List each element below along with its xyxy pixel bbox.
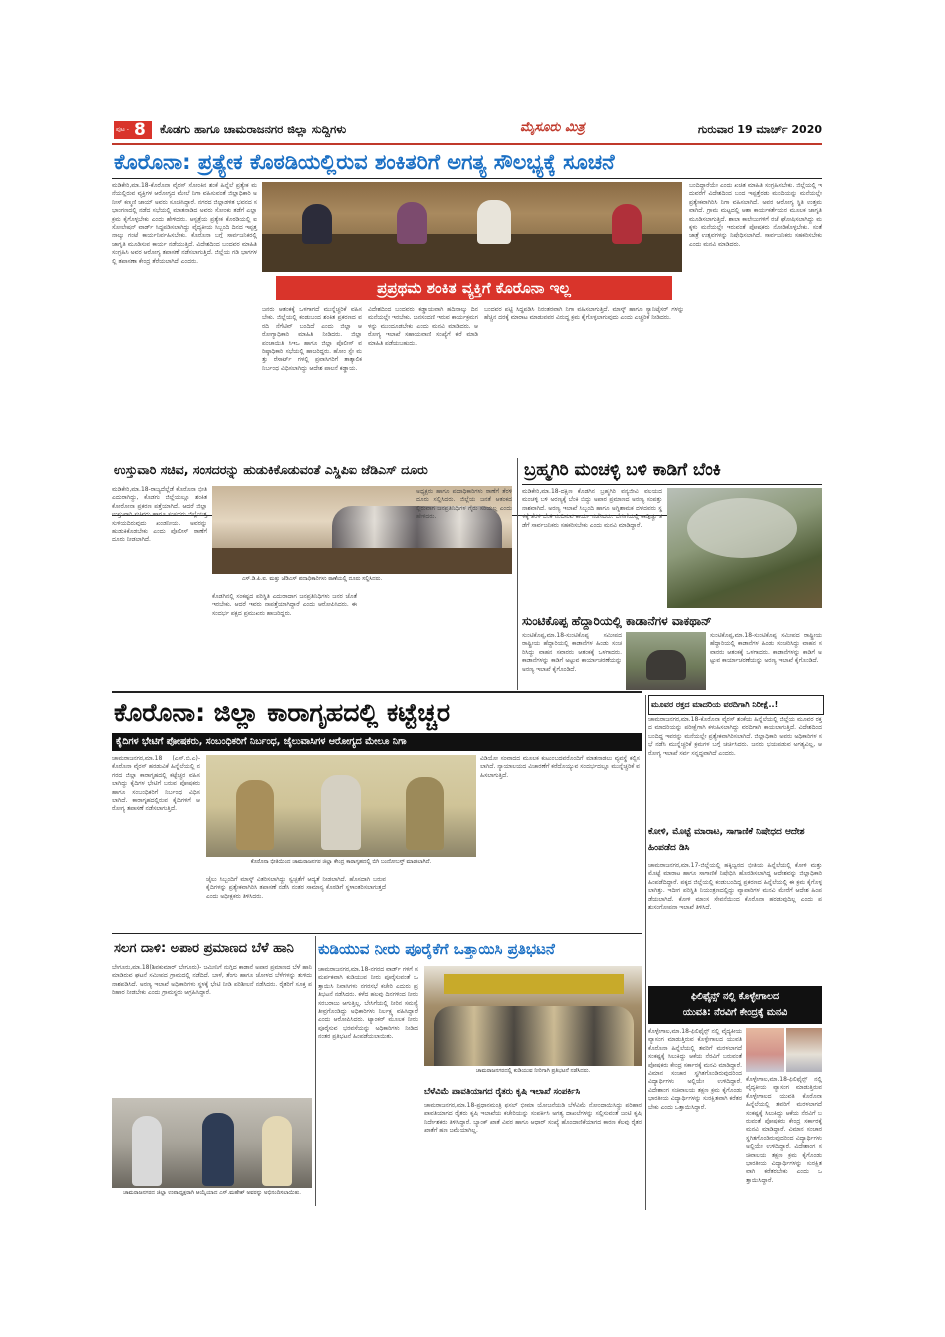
story8-headline-1: ಫಿಲಿಫೈನ್ಸ್ ನಲ್ಲಿ ಕೊಳ್ಳೇಗಾಲದ: [690, 991, 780, 1002]
story4-body: ಸುಂಟಿಕೊಪ್ಪ,ಮಾ.18-ಸುಂಟಿಕೊಪ್ಪ ಸಮೀಪದ ರಾಷ್ಟ್ರೀಯ ಹೆದ್ದಾರಿಯಲ್ಲಿ ಕಾಡಾನೆಗಳ ಹಿಂಡು ಸಂಚರಿಸಿದ್ದು ವಾಹನ ಸವಾರರು ಆತಂಕಕ್ಕೆ ಒಳಗಾದರು. ಕಾಡಾನೆಗಳನ್ನು ಕಾಡಿಗೆ ಅಟ್ಟುವ ಕಾರ್ಯಾಚರಣೆಯನ್ನು ಅರಣ್ಯ ಇಲಾಖೆ ಕೈಗೊಂಡಿದೆ.: [522, 632, 622, 673]
story10-caption: ಚಾಮರಾಜನಗರದಲ್ಲಿ ಕುಡಿಯುವ ನೀರಿಗಾಗಿ ಪ್ರತಿಭಟನೆ ನಡೆಸಿದರು.: [475, 1068, 591, 1074]
story9-top-rule: [112, 933, 642, 934]
story2-body-left: ಮಡಿಕೇರಿ,ಮಾ.18-ರಾಜ್ಯದೆಲ್ಲೆಡೆ ಕೊರೊನಾ ಭೀತಿ ಎದುರಾಗಿದ್ದು, ಕೊಡಗು ಜಿಲ್ಲೆಯಲ್ಲೂ ಶಂಕಿತ ಕೋರೋನಾ ಪ್ರಕರಣ ಪತ್ತೆಯಾಗಿದೆ. ಆದರೆ ಜಿಲ್ಲಾ ಉಸ್ತುವಾರಿ ಸಚಿವರು ಹಾಗೂ ಸಂಸದರು ಜಿಲ್ಲೆಯತ್ತ ಸುಳಿಯದಿರುವುದು ಖಂಡನೀಯ. ಅವರನ್ನು ಹುಡುಕಿಕೊಡಬೇಕು ಎಂದು ಪೊಲೀಸ್ ಠಾಣೆಗೆ ದೂರು ನೀಡಲಾಗಿದೆ.: [112, 486, 207, 544]
elephant-photo: [626, 632, 706, 690]
page-number: 8: [134, 120, 146, 140]
newspaper-page: [112, 118, 822, 1218]
story5-headline: ಕೊರೊನಾ: ಜಿಲ್ಲಾ ಕಾರಾಗೃಹದಲ್ಲಿ ಕಟ್ಟೆಚ್ಚರ: [114, 698, 451, 727]
col-rule-2: [517, 458, 518, 690]
story9-body: ಬೇಗೂರು,ಮಾ.18(ಶಿವಕುಮಾರ್ ಬೇಗೂರು)- ಜಮೀನಿಗೆ ನುಗ್ಗಿದ ಕಾಡಾನೆ ಅಪಾರ ಪ್ರಮಾಣದ ಬೆಳೆ ಹಾನಿ ಮಾಡಿರುವ ಘಟನೆ ಸಮೀಪದ ಗ್ರಾಮದಲ್ಲಿ ನಡೆದಿದೆ. ಬಾಳೆ, ತೆಂಗು ಹಾಗೂ ಜೋಳದ ಬೆಳೆಗಳನ್ನು ತುಳಿದು ನಾಶಪಡಿಸಿದೆ. ಅರಣ್ಯ ಇಲಾಖೆ ಅಧಿಕಾರಿಗಳು ಸ್ಥಳಕ್ಕೆ ಭೇಟಿ ನೀಡಿ ಪರಿಶೀಲನೆ ನಡೆಸಿದರು. ರೈತರಿಗೆ ಸೂಕ್ತ ಪರಿಹಾರ ನೀಡಬೇಕು ಎಂದು ಗ್ರಾಮಸ್ಥರು ಆಗ್ರಹಿಸಿದ್ದಾರೆ.: [112, 964, 312, 997]
lead-subhead-box: [276, 276, 672, 300]
photo-person-1: [302, 204, 332, 244]
story5-body-right: ವಿಡಿಯೋ ಸಂವಾದದ ಮೂಲಕ ಕುಟುಂಬದವರೊಂದಿಗೆ ಮಾತನಾಡಲು ವ್ಯವಸ್ಥೆ ಕಲ್ಪಿಸಲಾಗಿದೆ. ನ್ಯಾಯಾಲಯದ ವಿಚಾರಣೆಗೆ ಕರೆದೊಯ್ಯುವ ಸಂದರ್ಭದಲ್ಲೂ ಮುನ್ನೆಚ್ಚರಿಕೆ ವಹಿಸಲಾಗುತ್ತಿದೆ.: [480, 755, 640, 779]
story3-body: ಮಡಿಕೇರಿ,ಮಾ.18-ದಕ್ಷಿಣ ಕೊಡಗಿನ ಬ್ರಹ್ಮಗಿರಿ ವನ್ಯಜೀವಿ ವಲಯದ ಮಂಚಳ್ಳಿ ಬಳಿ ಅರಣ್ಯಕ್ಕೆ ಬೆಂಕಿ ಬಿದ್ದು ಅಪಾರ ಪ್ರಮಾಣದ ಅರಣ್ಯ ಸಂಪತ್ತು ನಾಶವಾಗಿದೆ. ಅರಣ್ಯ ಇಲಾಖೆ ಸಿಬ್ಬಂದಿ ಹಾಗೂ ಅಗ್ನಿಶಾಮಕ ದಳದವರು ಸ್ಥಳಕ್ಕೆ ತೆರಳಿ ಬೆಂಕಿ ನಂದಿಸುವ ಕಾರ್ಯ ನಡೆಸಿದರು. ಬೇಸಿಗೆಯಲ್ಲಿ ಕಾಡ್ಗಿಚ್ಚು ತಡೆಗೆ ಸಾರ್ವಜನಿಕರು ಸಹಕರಿಸಬೇಕು ಎಂದು ಮನವಿ ಮಾಡಿದ್ದಾರೆ.: [522, 488, 662, 529]
story8-headline-box: [648, 986, 822, 1024]
col-rule-3: [315, 936, 316, 1206]
story8-portrait-2: [786, 1028, 822, 1072]
lead-col-right: ಬಂದಿದ್ದಾರೆಯೇ ಎಂದು ಖಚಿತ ಮಾಹಿತಿ ಸಂಗ್ರಹಿಸಬೇಕು. ಜಿಲ್ಲೆಯಲ್ಲಿ ಇದುವರೆಗೆ ವಿದೇಶದಿಂದ ಬಂದ ಇಪ್ಪತ್ತೆರಡು ಮಂದಿಯನ್ನು ಮನೆಯಲ್ಲೇ ಪ್ರತ್ಯೇಕವಾಗಿರಿಸಿ ನಿಗಾ ವಹಿಸಲಾಗಿದೆ. ಅವರ ಆರೋಗ್ಯ ಸ್ಥಿತಿ ಉತ್ತಮವಾಗಿದೆ. ಗ್ರಾಮ ಮಟ್ಟದಲ್ಲಿ ಆಶಾ ಕಾರ್ಯಕರ್ತೆಯರ ಮೂಲಕ ಜಾಗೃತಿ ಮೂಡಿಸಲಾಗುತ್ತಿದೆ. ಶಾಲಾ ಕಾಲೇಜುಗಳಿಗೆ ರಜೆ ಘೋಷಿಸಲಾಗಿದ್ದು ಮಕ್ಕಳು ಮನೆಯಲ್ಲೇ ಇರುವಂತೆ ಪೋಷಕರು ನೋಡಿಕೊಳ್ಳಬೇಕು. ಸಂತೆ ಜಾತ್ರೆ ಉತ್ಸವಗಳನ್ನು ನಿಷೇಧಿಸಲಾಗಿದೆ. ಸಾರ್ವಜನಿಕರು ಸಹಕರಿಸಬೇಕು ಎಂದು ಮನವಿ ಮಾಡಿದರು.: [689, 182, 822, 248]
story9-headline: ಸಲಗ ದಾಳಿ: ಅಪಾರ ಪ್ರಮಾಣದ ಬೆಳೆ ಹಾನಿ: [114, 941, 294, 956]
story4-body-cont: ಸುಂಟಿಕೊಪ್ಪ,ಮಾ.18-ಸುಂಟಿಕೊಪ್ಪ ಸಮೀಪದ ರಾಷ್ಟ್ರೀಯ ಹೆದ್ದಾರಿಯಲ್ಲಿ ಕಾಡಾನೆಗಳ ಹಿಂಡು ಸಂಚರಿಸಿದ್ದು ವಾಹನ ಸವಾರರು ಆತಂಕಕ್ಕೆ ಒಳಗಾದರು. ಕಾಡಾನೆಗಳನ್ನು ಕಾಡಿಗೆ ಅಟ್ಟುವ ಕಾರ್ಯಾಚರಣೆಯನ್ನು ಅರಣ್ಯ ಇಲಾಖೆ ಕೈಗೊಂಡಿದೆ.: [710, 632, 822, 665]
page-number-badge: [114, 121, 152, 139]
story5-subhead-box: [112, 733, 642, 751]
story5-body-left: ಚಾಮರಾಜನಗರ,ಮಾ.18 (ಎಸ್.ಬಿ.ಎ)- ಕೊರೊನಾ ವೈರಸ್ ಹರಡುವಿಕೆ ಹಿನ್ನೆಲೆಯಲ್ಲಿ ನಗರದ ಜಿಲ್ಲಾ ಕಾರಾಗೃಹದಲ್ಲಿ ಕಟ್ಟೆಚ್ಚರ ವಹಿಸಲಾಗಿದ್ದು ಕೈದಿಗಳ ಭೇಟಿಗೆ ಬರುವ ಪೋಷಕರು ಹಾಗೂ ಸಂಬಂಧಿಕರಿಗೆ ನಿರ್ಬಂಧ ವಿಧಿಸಲಾಗಿದೆ. ಕಾರಾಗೃಹದಲ್ಲಿರುವ ಕೈದಿಗಳಿಗೆ ಆರೋಗ್ಯ ತಪಾಸಣೆ ನಡೆಸಲಾಗುತ್ತಿದೆ.: [112, 755, 200, 813]
story11-headline: ಬೆಳೆವಿಮೆ ಪಾವತಿಯಾಗದ ರೈತರು ಕೃಷಿ ಇಲಾಖೆ ಸಂಪರ್ಕಿಸಿ: [424, 1087, 581, 1097]
lead-col-2: ಜನರು ಆತಂಕಕ್ಕೆ ಒಳಗಾಗದೆ ಮುನ್ನೆಚ್ಚರಿಕೆ ವಹಿಸಬೇಕು. ಜಿಲ್ಲೆಯಲ್ಲಿ ಕಂಡುಬಂದ ಶಂಕಿತ ಪ್ರಕರಣದ ವರದಿ ನೆಗೆಟಿವ್ ಬಂದಿದೆ ಎಂದು ಜಿಲ್ಲಾ ಆರೋಗ್ಯಾಧಿಕಾರಿ ಮಾಹಿತಿ ನೀಡಿದರು. ಜಿಲ್ಲಾ ಪಂಚಾಯಿತಿ ಸಿಇಒ ಹಾಗೂ ಜಿಲ್ಲಾ ಪೊಲೀಸ್ ವರಿಷ್ಠಾಧಿಕಾರಿ ಸಭೆಯಲ್ಲಿ ಹಾಜರಿದ್ದರು. ಹೋಂ ಸ್ಟೇ ಮತ್ತು ರೆಸಾರ್ಟ್ ಗಳಲ್ಲಿ ಪ್ರವಾಸಿಗರಿಗೆ ತಾತ್ಕಾಲಿಕ ನಿರ್ಬಂಧ ವಿಧಿಸಲಾಗಿದ್ದು ಆದೇಶ ಪಾಲನೆ ಕಡ್ಡಾಯ.: [262, 306, 362, 372]
smoke-shape: [687, 498, 797, 558]
protest-crowd: [434, 1006, 634, 1066]
photo-person-2: [397, 202, 427, 244]
story10-headline: ಕುಡಿಯುವ ನೀರು ಪೂರೈಕೆಗೆ ಒತ್ತಾಯಿಸಿ ಪ್ರತಿಭಟನೆ: [318, 940, 555, 958]
photo-person-4: [612, 204, 642, 244]
story8-body: ಕೊಳ್ಳೇಗಾಲ,ಮಾ.18-ಫಿಲಿಫೈನ್ಸ್ ನಲ್ಲಿ ವೈದ್ಯಕೀಯ ವ್ಯಾಸಂಗ ಮಾಡುತ್ತಿರುವ ಕೊಳ್ಳೇಗಾಲದ ಯುವತಿ ಕೊರೊನಾ ಹಿನ್ನೆಲೆಯಲ್ಲಿ ತವರಿಗೆ ಮರಳಲಾಗದೆ ಸಂಕಷ್ಟಕ್ಕೆ ಸಿಲುಕಿದ್ದು ಆಕೆಯ ನೆರವಿಗೆ ಬರುವಂತೆ ಪೋಷಕರು ಕೇಂದ್ರ ಸರ್ಕಾರಕ್ಕೆ ಮನವಿ ಮಾಡಿದ್ದಾರೆ. ವಿಮಾನ ಸಂಚಾರ ಸ್ಥಗಿತಗೊಂಡಿರುವುದರಿಂದ ವಿದ್ಯಾರ್ಥಿಗಳು ಅಲ್ಲಿಯೇ ಉಳಿದಿದ್ದಾರೆ. ವಿದೇಶಾಂಗ ಸಚಿವಾಲಯ ತಕ್ಷಣ ಕ್ರಮ ಕೈಗೊಂಡು ಭಾರತೀಯ ವಿದ್ಯಾರ್ಥಿಗಳನ್ನು ಸುರಕ್ಷಿತವಾಗಿ ಕರೆತರಬೇಕು ಎಂದು ಒತ್ತಾಯಿಸಿದ್ದಾರೆ.: [648, 1028, 742, 1111]
story8-body-cont: ಕೊಳ್ಳೇಗಾಲ,ಮಾ.18-ಫಿಲಿಫೈನ್ಸ್ ನಲ್ಲಿ ವೈದ್ಯಕೀಯ ವ್ಯಾಸಂಗ ಮಾಡುತ್ತಿರುವ ಕೊಳ್ಳೇಗಾಲದ ಯುವತಿ ಕೊರೊನಾ ಹಿನ್ನೆಲೆಯಲ್ಲಿ ತವರಿಗೆ ಮರಳಲಾಗದೆ ಸಂಕಷ್ಟಕ್ಕೆ ಸಿಲುಕಿದ್ದು ಆಕೆಯ ನೆರವಿಗೆ ಬರುವಂತೆ ಪೋಷಕರು ಕೇಂದ್ರ ಸರ್ಕಾರಕ್ಕೆ ಮನವಿ ಮಾಡಿದ್ದಾರೆ. ವಿಮಾನ ಸಂಚಾರ ಸ್ಥಗಿತಗೊಂಡಿರುವುದರಿಂದ ವಿದ್ಯಾರ್ಥಿಗಳು ಅಲ್ಲಿಯೇ ಉಳಿದಿದ್ದಾರೆ. ವಿದೇಶಾಂಗ ಸಚಿವಾಲಯ ತಕ್ಷಣ ಕ್ರಮ ಕೈಗೊಂಡು ಭಾರತೀಯ ವಿದ್ಯಾರ್ಥಿಗಳನ್ನು ಸುರಕ್ಷಿತವಾಗಿ ಕರೆತರಬೇಕು ಎಂದು ಒತ್ತಾಯಿಸಿದ್ದಾರೆ.: [746, 1076, 822, 1184]
masthead-rule: [112, 143, 822, 145]
felicitation-person-2: [202, 1113, 234, 1186]
jail-officer-2: [321, 775, 361, 850]
story5-subhead: ಕೈದಿಗಳ ಭೇಟಿಗೆ ಪೋಷಕರು, ಸಂಬಂಧಿಕರಿಗೆ ನಿರ್ಬಂಧ, ಜೈಲುವಾಸಿಗಳ ಆರೋಗ್ಯದ ಮೇಲೂ ನಿಗಾ: [116, 736, 407, 747]
lead-headline: ಕೊರೊನಾ: ಪ್ರತ್ಯೇಕ ಕೊಠಡಿಯಲ್ಲಿರುವ ಶಂಕಿತರಿಗೆ ಅಗತ್ಯ ಸೌಲಭ್ಯಕ್ಕೆ ಸೂಚನೆ: [114, 150, 615, 174]
story5-caption: ಕೊರೊನಾ ಭೀತಿಯಿಂದ ಚಾಮರಾಜನಗರ ಜಿಲ್ಲಾ ಕೇಂದ್ರ ಕಾರಾಗೃಹದಲ್ಲಿ ಬಿಗಿ ಬಂದೋಬಸ್ತ್ ಮಾಡಲಾಗಿದೆ.: [250, 859, 432, 865]
paper-logo: ಮೈಸೂರು ಮಿತ್ರ: [520, 120, 585, 135]
story2-headline: ಉಸ್ತುವಾರಿ ಸಚಿವ, ಸಂಸದರನ್ನು ಹುಡುಕಿಕೊಡುವಂತೆ ಎಸ್ಡಿಪಿಐ ಜೆಡಿಎಸ್ ದೂರು: [114, 458, 514, 482]
forest-fire-photo: [667, 488, 822, 608]
story6-box: [648, 695, 824, 715]
masthead: [112, 118, 822, 142]
jail-officer-1: [236, 780, 274, 850]
story9-caption: ಚಾಮರಾಜನಗರದ ಜಿಲ್ಲಾ ಉಪಾಧ್ಯಕ್ಷರಾಗಿ ಆಯ್ಕೆಯಾದ ಎಸ್.ಮಹೇಶ್ ಅವರನ್ನು ಅಭಿನಂದಿಸಲಾಯಿತು.: [122, 1190, 302, 1196]
jail-photo: [206, 755, 476, 857]
story2-body-mid: ಕೊಡಗಿನಲ್ಲಿ ಸಂಕಷ್ಟದ ಪರಿಸ್ಥಿತಿ ಎದುರಾದಾಗ ಜನಪ್ರತಿನಿಧಿಗಳು ಜನರ ಜೊತೆ ಇರಬೇಕು. ಆದರೆ ಇವರು ನಾಪತ್ತೆಯಾಗಿದ್ದಾರೆ ಎಂದು ಆರೋಪಿಸಿದರು. ಈ ಸಂದರ್ಭ ಪಕ್ಷದ ಪ್ರಮುಖರು ಹಾಜರಿದ್ದರು.: [212, 593, 357, 617]
story4-headline: ಸುಂಟಿಕೊಪ್ಪ ಹೆದ್ದಾರಿಯಲ್ಲಿ ಕಾಡಾನೆಗಳ ವಾಕಥಾನ್: [522, 614, 712, 628]
story3-headline-box: [522, 456, 822, 485]
jail-officer-3: [406, 777, 444, 850]
story7-headline: ಕೋಳಿ, ಮೊಟ್ಟೆ ಮಾರಾಟ, ಸಾಗಾಣಿಕೆ ನಿಷೇಧದ ಆದೇಶ ಹಿಂಪಡೆದ ಡಿಸಿ: [648, 827, 805, 853]
story8-headline-2: ಯುವತಿ: ನೆರವಿಗೆ ಕೇಂದ್ರಕ್ಕೆ ಮನವಿ: [682, 1007, 788, 1018]
lead-col-1: ಮಡಿಕೇರಿ,ಮಾ.18-ಕೊರೊನಾ ವೈರಸ್ ಸೋಂಕಿನ ಶಂಕೆ ಹಿನ್ನೆಲೆ ಪ್ರತ್ಯೇಕ ಮನೆಯಲ್ಲಿರುವ ವ್ಯಕ್ತಿಗಳ ಆರೋಗ್ಯದ ಮೇಲೆ ನಿಗಾ ವಹಿಸುವಂತೆ ಜಿಲ್ಲಾಧಿಕಾರಿ ಅನೀಸ್ ಕಣ್ಮಣಿ ಜಾಯ್ ಅವರು ಸೂಚಿಸಿದ್ದಾರೆ. ನಗರದ ಜಿಲ್ಲಾಡಳಿತ ಭವನದ ಸಭಾಂಗಣದಲ್ಲಿ ನಡೆದ ಸಭೆಯಲ್ಲಿ ಮಾತನಾಡಿದ ಅವರು ಸೋಂಕು ತಡೆಗೆ ಎಲ್ಲಾ ಕ್ರಮ ಕೈಗೊಳ್ಳಬೇಕು ಎಂದು ಹೇಳಿದರು. ಆಸ್ಪತ್ರೆಯ ಪ್ರತ್ಯೇಕ ಕೊಠಡಿಯಲ್ಲಿ ಐಸೋಲೇಷನ್ ವಾರ್ಡ್ ಸಿದ್ಧಪಡಿಸಲಾಗಿದ್ದು ವೈದ್ಯಕೀಯ ಸಿಬ್ಬಂದಿ ದಿನದ ಇಪ್ಪತ್ತನಾಲ್ಕು ಗಂಟೆ ಕಾರ್ಯನಿರ್ವಹಿಸಬೇಕು. ಕೊರೊನಾ ಬಗ್ಗೆ ಸಾರ್ವಜನಿಕರಲ್ಲಿ ಜಾಗೃತಿ ಮೂಡಿಸುವ ಕಾರ್ಯ ನಡೆಯುತ್ತಿದೆ. ವಿದೇಶದಿಂದ ಬಂದವರ ಮಾಹಿತಿ ಸಂಗ್ರಹಿಸಿ ಅವರ ಆರೋಗ್ಯ ತಪಾಸಣೆ ನಡೆಸಲಾಗುತ್ತಿದೆ. ಜಿಲ್ಲೆಯ ಗಡಿ ಭಾಗಗಳಲ್ಲಿ ತಪಾಸಣಾ ಕೇಂದ್ರ ತೆರೆಯಲಾಗಿದೆ ಎಂದರು.: [112, 182, 257, 265]
lead-col-4: ಬಂದವರ ಪಟ್ಟಿ ಸಿದ್ಧಪಡಿಸಿ ನಿರಂತರವಾಗಿ ನಿಗಾ ವಹಿಸಲಾಗುತ್ತಿದೆ. ಮಾಸ್ಕ್ ಹಾಗೂ ಸ್ಯಾನಿಟೈಸರ್ ಗಳನ್ನು ಹೆಚ್ಚಿನ ದರಕ್ಕೆ ಮಾರಾಟ ಮಾಡುವವರ ವಿರುದ್ಧ ಕ್ರಮ ಕೈಗೊಳ್ಳಲಾಗುವುದು ಎಂದು ಎಚ್ಚರಿಕೆ ನೀಡಿದರು.: [484, 306, 684, 322]
felicitation-person-3: [262, 1116, 292, 1186]
story6-headline: ಮೂವರ ರಕ್ತದ ಮಾದರಿಯ ವರದಿಗಾಗಿ ನಿರೀಕ್ಷೆ..!: [651, 700, 779, 709]
felicitation-person-1: [132, 1116, 162, 1186]
felicitation-photo: [112, 1098, 312, 1188]
lead-col-3: ವಿದೇಶದಿಂದ ಬಂದವರು ಕಡ್ಡಾಯವಾಗಿ ಹದಿನಾಲ್ಕು ದಿನ ಮನೆಯಲ್ಲೇ ಇರಬೇಕು. ಜನಸಂದಣಿ ಇರುವ ಕಾರ್ಯಕ್ರಮಗಳನ್ನು ಮುಂದೂಡಬೇಕು ಎಂದು ಮನವಿ ಮಾಡಿದರು. ಆರೋಗ್ಯ ಇಲಾಖೆ ಸಹಾಯವಾಣಿ ಸಂಖ್ಯೆಗೆ ಕರೆ ಮಾಡಿ ಮಾಹಿತಿ ಪಡೆಯಬಹುದು.: [368, 306, 478, 347]
story5-top-rule: [112, 691, 642, 693]
lead-rule: [112, 178, 822, 179]
story8-portrait-1: [746, 1028, 784, 1072]
protest-photo: [424, 966, 642, 1066]
page-label: ಪುಟ -: [116, 126, 129, 133]
lead-subhead: ಪ್ರಪ್ರಥಮ ಶಂಕಿತ ವ್ಯಕ್ತಿಗೆ ಕೊರೊನಾ ಇಲ್ಲ: [377, 279, 571, 297]
protest-banner: [444, 974, 624, 994]
col-rule-1: [645, 695, 646, 1210]
story11-body: ಚಾಮರಾಜನಗರ,ಮಾ.18-ಪ್ರಧಾನಮಂತ್ರಿ ಫಸಲ್ ಭೀಮಾ ಯೋಜನೆಯಡಿ ಬೆಳೆವಿಮೆ ನೋಂದಾಯಿಸಿದ್ದು ಪರಿಹಾರ ಪಾವತಿಯಾಗದ ರೈತರು ಕೃಷಿ ಇಲಾಖೆಯ ಕಚೇರಿಯನ್ನು ಸಂಪರ್ಕಿಸಿ ಅಗತ್ಯ ದಾಖಲೆಗಳನ್ನು ಸಲ್ಲಿಸುವಂತೆ ಜಂಟಿ ಕೃಷಿ ನಿರ್ದೇಶಕರು ತಿಳಿಸಿದ್ದಾರೆ. ಬ್ಯಾಂಕ್ ಖಾತೆ ವಿವರ ಹಾಗೂ ಆಧಾರ್ ಸಂಖ್ಯೆ ಹೊಂದಾಣಿಕೆಯಾಗದ ಕಾರಣ ಕೆಲವು ರೈತರ ಖಾತೆಗೆ ಹಣ ಜಮೆಯಾಗಿಲ್ಲ.: [424, 1102, 642, 1135]
story3-headline: ಬ್ರಹ್ಮಗಿರಿ ಮಂಚಳ್ಳಿ ಬಳಿ ಕಾಡಿಗೆ ಬೆಂಕಿ: [524, 460, 721, 480]
story6-body: ಚಾಮರಾಜನಗರ,ಮಾ.18-ಕೊರೊನಾ ವೈರಸ್ ಶಂಕೆಯ ಹಿನ್ನೆಲೆಯಲ್ಲಿ ಜಿಲ್ಲೆಯ ಮೂವರ ರಕ್ತದ ಮಾದರಿಯನ್ನು ಪರೀಕ್ಷೆಗಾಗಿ ಕಳುಹಿಸಲಾಗಿದ್ದು ವರದಿಗಾಗಿ ಕಾಯಲಾಗುತ್ತಿದೆ. ವಿದೇಶದಿಂದ ಬಂದಿದ್ದ ಇವರನ್ನು ಮನೆಯಲ್ಲೇ ಪ್ರತ್ಯೇಕವಾಗಿರಿಸಲಾಗಿದೆ. ಜಿಲ್ಲಾಧಿಕಾರಿ ಅವರು ಅಧಿಕಾರಿಗಳ ಸಭೆ ನಡೆಸಿ ಮುನ್ನೆಚ್ಚರಿಕೆ ಕ್ರಮಗಳ ಬಗ್ಗೆ ಚರ್ಚಿಸಿದರು. ಜನರು ಭಯಪಡುವ ಅಗತ್ಯವಿಲ್ಲ, ಆರೋಗ್ಯ ಇಲಾಖೆ ಸರ್ವ ಸನ್ನದ್ಧವಾಗಿದೆ ಎಂದರು.: [648, 716, 822, 757]
elephant-shape: [646, 650, 686, 680]
photo-person-3: [477, 200, 511, 244]
story2-body-right: ಅಧ್ಯಕ್ಷರು ಹಾಗೂ ಪದಾಧಿಕಾರಿಗಳು ಠಾಣೆಗೆ ತೆರಳಿ ದೂರು ಸಲ್ಲಿಸಿದರು. ಜಿಲ್ಲೆಯ ಜನತೆ ಆತಂಕದಲ್ಲಿರುವಾಗ ಜನಪ್ರತಿನಿಧಿಗಳ ಗೈರು ಸರಿಯಲ್ಲ ಎಂದು ಹೇಳಿದರು.: [416, 488, 512, 521]
story2-caption: ಎಸ್.ಡಿ.ಪಿ.ಐ. ಮತ್ತು ಜೆಡಿಎಸ್ ಪದಾಧಿಕಾರಿಗಳು ಠಾಣೆಯಲ್ಲಿ ದೂರು ಸಲ್ಲಿಸಿದರು.: [241, 576, 383, 582]
section-title: ಕೊಡಗು ಹಾಗೂ ಚಾಮರಾಜನಗರ ಜಿಲ್ಲಾ ಸುದ್ದಿಗಳು: [160, 122, 347, 136]
story5-body-mid: ಜೈಲು ಸಿಬ್ಬಂದಿಗೆ ಮಾಸ್ಕ್ ವಿತರಿಸಲಾಗಿದ್ದು ಸ್ವಚ್ಛತೆಗೆ ಆದ್ಯತೆ ನೀಡಲಾಗಿದೆ. ಹೊಸದಾಗಿ ಬರುವ ಕೈದಿಗಳನ್ನು ಪ್ರತ್ಯೇಕವಾಗಿರಿಸಿ ತಪಾಸಣೆ ನಡೆಸಿ ನಂತರ ಸಾಮಾನ್ಯ ಕೊಠಡಿಗೆ ಸ್ಥಳಾಂತರಿಸಲಾಗುತ್ತದೆ ಎಂದು ಅಧೀಕ್ಷಕರು ತಿಳಿಸಿದರು.: [206, 876, 386, 900]
lead-meeting-photo: [262, 182, 682, 272]
story10-body-left: ಚಾಮರಾಜನಗರ,ಮಾ.18-ನಗರದ ವಾರ್ಡ್ ಗಳಿಗೆ ಸಮರ್ಪಕವಾಗಿ ಕುಡಿಯುವ ನೀರು ಪೂರೈಸುವಂತೆ ಒತ್ತಾಯಿಸಿ ನಿವಾಸಿಗಳು ನಗರಸಭೆ ಕಚೇರಿ ಎದುರು ಪ್ರತಿಭಟನೆ ನಡೆಸಿದರು. ಕಳೆದ ಹಲವು ದಿನಗಳಿಂದ ನೀರು ಸರಬರಾಜು ಆಗುತ್ತಿಲ್ಲ. ಬೇಸಿಗೆಯಲ್ಲಿ ನೀರಿನ ಸಮಸ್ಯೆ ತೀವ್ರಗೊಂಡಿದ್ದು ಅಧಿಕಾರಿಗಳು ನಿರ್ಲಕ್ಷ್ಯ ವಹಿಸಿದ್ದಾರೆ ಎಂದು ಆರೋಪಿಸಿದರು. ಟ್ಯಾಂಕರ್ ಮೂಲಕ ನೀರು ಪೂರೈಸುವ ಭರವಸೆಯನ್ನು ಅಧಿಕಾರಿಗಳು ನೀಡಿದ ನಂತರ ಪ್ರತಿಭಟನೆ ಹಿಂಪಡೆಯಲಾಯಿತು.: [318, 966, 418, 1041]
story7-body: ಚಾಮರಾಜನಗರ,ಮಾ.17-ಜಿಲ್ಲೆಯಲ್ಲಿ ಹಕ್ಕಿಜ್ವರದ ಭೀತಿಯ ಹಿನ್ನೆಲೆಯಲ್ಲಿ ಕೋಳಿ ಮತ್ತು ಮೊಟ್ಟೆ ಮಾರಾಟ ಹಾಗೂ ಸಾಗಾಣಿಕೆ ನಿಷೇಧಿಸಿ ಹೊರಡಿಸಲಾಗಿದ್ದ ಆದೇಶವನ್ನು ಜಿಲ್ಲಾಧಿಕಾರಿ ಹಿಂಪಡೆದಿದ್ದಾರೆ. ಪಕ್ಕದ ಜಿಲ್ಲೆಯಲ್ಲಿ ಕಂಡುಬಂದಿದ್ದ ಪ್ರಕರಣದ ಹಿನ್ನೆಲೆಯಲ್ಲಿ ಈ ಕ್ರಮ ಕೈಗೊಳ್ಳಲಾಗಿತ್ತು. ಇದೀಗ ಪರಿಸ್ಥಿತಿ ನಿಯಂತ್ರಣದಲ್ಲಿದ್ದು ವ್ಯಾಪಾರಿಗಳ ಮನವಿ ಮೇರೆಗೆ ಆದೇಶ ಹಿಂಪಡೆಯಲಾಗಿದೆ. ಕೋಳಿ ಮಾಂಸ ಸೇವನೆಯಿಂದ ಕೊರೊನಾ ಹರಡುವುದಿಲ್ಲ ಎಂದು ಪಶುಸಂಗೋಪನಾ ಇಲಾಖೆ ತಿಳಿಸಿದೆ.: [648, 862, 822, 912]
issue-date: ಗುರುವಾರ 19 ಮಾರ್ಚ್ 2020: [697, 123, 822, 136]
